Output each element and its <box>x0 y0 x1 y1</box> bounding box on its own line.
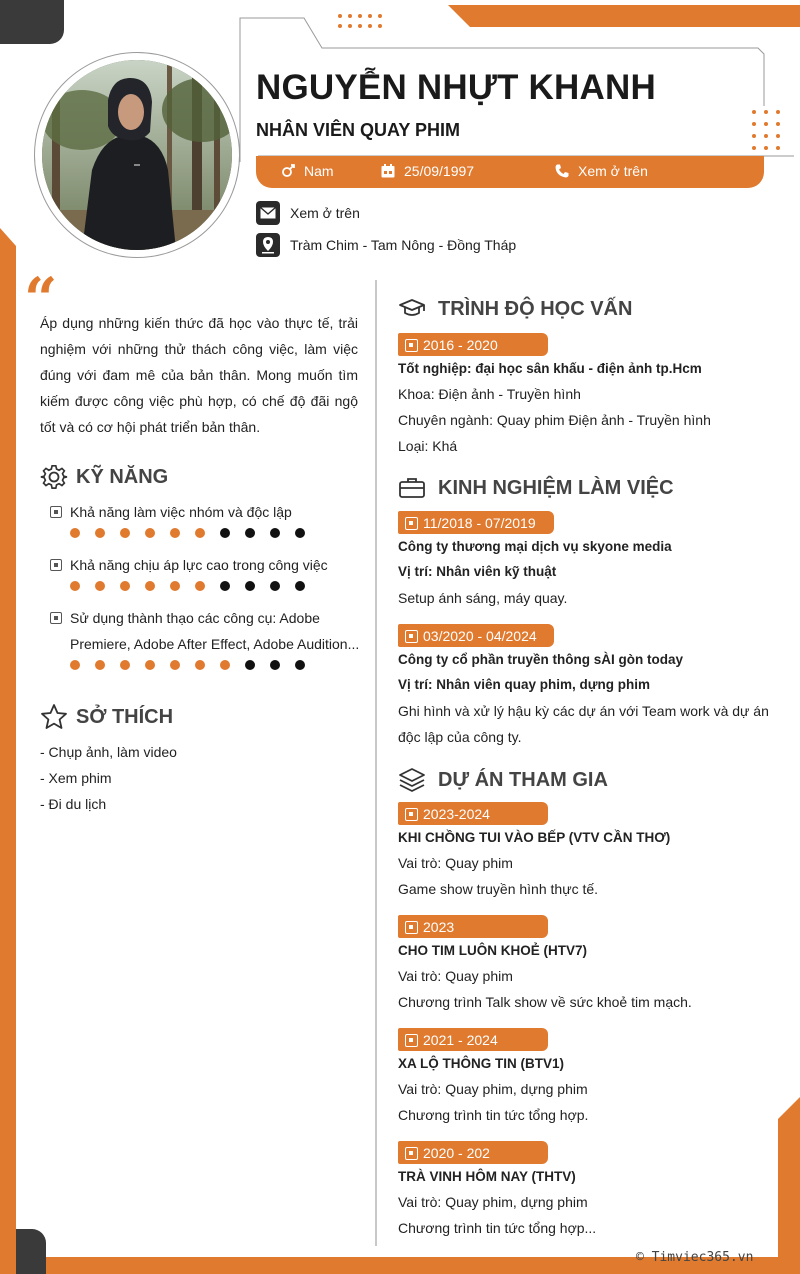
mail-icon <box>256 201 280 225</box>
bullet-icon <box>50 559 62 571</box>
rating-dot <box>170 581 180 591</box>
rating-dot <box>195 660 205 670</box>
education-major: Chuyên ngành: Quay phim Điện ảnh - Truyền hình <box>398 412 711 428</box>
hobbies-heading <box>40 703 173 731</box>
rating-dot <box>245 660 255 670</box>
project-period-badge: 2020 - 202 <box>398 1141 548 1164</box>
education-school: Tốt nghiệp: đại học sân khấu - điện ảnh tp.Hcm <box>398 361 702 376</box>
experience-period-badge: 03/2020 - 04/2024 <box>398 624 554 647</box>
rating-dot <box>170 660 180 670</box>
quote-icon: “ <box>24 265 58 333</box>
rating-dot <box>270 660 280 670</box>
skill-name: Khả năng chịu áp lực cao trong công việc <box>70 557 328 573</box>
project-period-badge: 2023-2024 <box>398 802 548 825</box>
star-icon <box>40 703 68 731</box>
rating-dot <box>245 581 255 591</box>
skills-heading <box>40 463 168 491</box>
phone-icon <box>554 163 570 179</box>
experience-description: Ghi hình và xử lý hậu kỳ các dự án với Team work và dự án <box>398 703 769 719</box>
skills-title: KỸ NĂNG <box>76 465 169 488</box>
project-description: Chương trình Talk show về sức khoẻ tim mạch. <box>398 994 692 1010</box>
phone-field <box>554 163 648 179</box>
briefcase-icon <box>398 476 426 500</box>
rating-dot <box>70 528 80 538</box>
column-divider <box>375 280 377 1246</box>
project-name: CHO TIM LUÔN KHOẺ (HTV7) <box>398 943 587 958</box>
gender-value: Nam <box>304 163 334 179</box>
email-value: Xem ở trên <box>290 205 360 221</box>
bullet-icon <box>50 612 62 624</box>
rating-dot <box>95 660 105 670</box>
rating-dot <box>170 528 180 538</box>
experience-title: KINH NGHIỆM LÀM VIỆC <box>438 476 674 499</box>
project-description: Game show truyền hình thực tế. <box>398 881 599 897</box>
skill-item <box>50 499 360 538</box>
project-name: TRÀ VINH HÔM NAY (THTV) <box>398 1169 576 1184</box>
address-row <box>256 233 516 257</box>
rating-dot <box>295 581 305 591</box>
experience-company: Công ty thương mại dịch vụ skyone media <box>398 539 672 554</box>
gear-icon <box>40 463 68 491</box>
skill-name: Khả năng làm việc nhóm và độc lập <box>70 504 292 520</box>
personal-info-bar <box>256 156 764 188</box>
birthday-field <box>380 163 474 179</box>
hobbies-title: SỞ THÍCH <box>76 705 174 728</box>
candidate-name: NGUYỄN NHỰT KHANH <box>256 68 656 107</box>
rating-dot <box>220 528 230 538</box>
experience-description: Setup ánh sáng, máy quay. <box>398 590 568 606</box>
experience-company: Công ty cổ phần truyền thông sÀI gòn today <box>398 652 683 667</box>
experience-position: Vị trí: Nhân viên quay phim, dựng phim <box>398 677 651 692</box>
rating-dot <box>295 528 305 538</box>
corner-decoration-top-left <box>0 0 64 44</box>
rating-dot <box>120 581 130 591</box>
job-title: NHÂN VIÊN QUAY PHIM <box>256 120 461 140</box>
hobby-item: - Đi du lịch <box>40 796 107 812</box>
education-period-badge: 2016 - 2020 <box>398 333 548 356</box>
project-period-badge: 2023 <box>398 915 548 938</box>
rating-dot <box>95 581 105 591</box>
project-description: Chương trình tin tức tổng hợp... <box>398 1220 597 1236</box>
hobby-item: - Xem phim <box>40 770 112 786</box>
watermark: © Timviec365.vn <box>636 1250 754 1265</box>
rating-dot <box>95 528 105 538</box>
projects-title: DỰ ÁN THAM GIA <box>438 768 608 791</box>
gender-icon <box>280 163 296 179</box>
education-title: TRÌNH ĐỘ HỌC VẤN <box>438 297 633 320</box>
project-description: Chương trình tin tức tổng hợp. <box>398 1107 589 1123</box>
dot-pattern-top <box>338 14 382 28</box>
rating-dot <box>295 660 305 670</box>
experience-description: độc lập của công ty. <box>398 729 522 745</box>
rating-dot <box>70 660 80 670</box>
education-heading <box>398 297 632 321</box>
phone-value: Xem ở trên <box>578 163 648 179</box>
education-grade: Loại: Khá <box>398 438 458 454</box>
project-role: Vai trò: Quay phim, dựng phim <box>398 1081 588 1097</box>
experience-position: Vị trí: Nhân viên kỹ thuật <box>398 564 557 579</box>
skill-rating <box>70 528 360 538</box>
skill-rating <box>70 581 360 591</box>
calendar-icon <box>380 163 396 179</box>
rating-dot <box>195 581 205 591</box>
avatar <box>42 60 232 250</box>
project-role: Vai trò: Quay phim <box>398 855 513 871</box>
experience-heading <box>398 476 674 500</box>
rating-dot <box>120 660 130 670</box>
project-name: XA LỘ THÔNG TIN (BTV1) <box>398 1056 564 1071</box>
project-name: KHI CHỒNG TUI VÀO BẾP (VTV CẦN THƠ) <box>398 830 671 845</box>
skill-rating <box>70 660 360 670</box>
experience-period-badge: 11/2018 - 07/2019 <box>398 511 554 534</box>
skill-item <box>50 605 360 670</box>
gender-field <box>280 163 334 179</box>
rating-dot <box>220 581 230 591</box>
left-accent-strip <box>0 228 16 1274</box>
rating-dot <box>145 581 155 591</box>
graduation-cap-icon <box>398 297 426 321</box>
project-role: Vai trò: Quay phim <box>398 968 513 984</box>
address-value: Tràm Chim - Tam Nông - Đồng Tháp <box>290 237 517 253</box>
layers-icon <box>398 767 426 793</box>
dot-pattern-right <box>752 110 780 150</box>
project-period-badge: 2021 - 2024 <box>398 1028 548 1051</box>
location-icon <box>256 233 280 257</box>
birthday-value: 25/09/1997 <box>404 163 475 179</box>
rating-dot <box>270 528 280 538</box>
career-objective: Áp dụng những kiến thức đã học vào thực tế, trải nghiệm với những thử thách công việc, làm việc đúng với đam mê của bản thân. Mong muốn tìm kiếm được công việc phù hợp, có chế độ đãi ngộ tốt và có cơ hội phát triển bản thân. <box>40 315 358 435</box>
rating-dot <box>195 528 205 538</box>
hobby-item: - Chụp ảnh, làm video <box>40 744 177 760</box>
rating-dot <box>145 528 155 538</box>
rating-dot <box>245 528 255 538</box>
skill-name: Sử dụng thành thạo các công cụ: Adobe Premiere, Adobe After Effect, Adobe Audition... <box>70 610 360 652</box>
education-faculty: Khoa: Điện ảnh - Truyền hình <box>398 386 581 402</box>
email-row <box>256 201 360 225</box>
rating-dot <box>120 528 130 538</box>
rating-dot <box>220 660 230 670</box>
projects-heading <box>398 767 608 793</box>
rating-dot <box>70 581 80 591</box>
skill-item <box>50 552 360 591</box>
rating-dot <box>270 581 280 591</box>
rating-dot <box>145 660 155 670</box>
bullet-icon <box>50 506 62 518</box>
project-role: Vai trò: Quay phim, dựng phim <box>398 1194 588 1210</box>
right-accent-strip <box>778 1097 800 1257</box>
